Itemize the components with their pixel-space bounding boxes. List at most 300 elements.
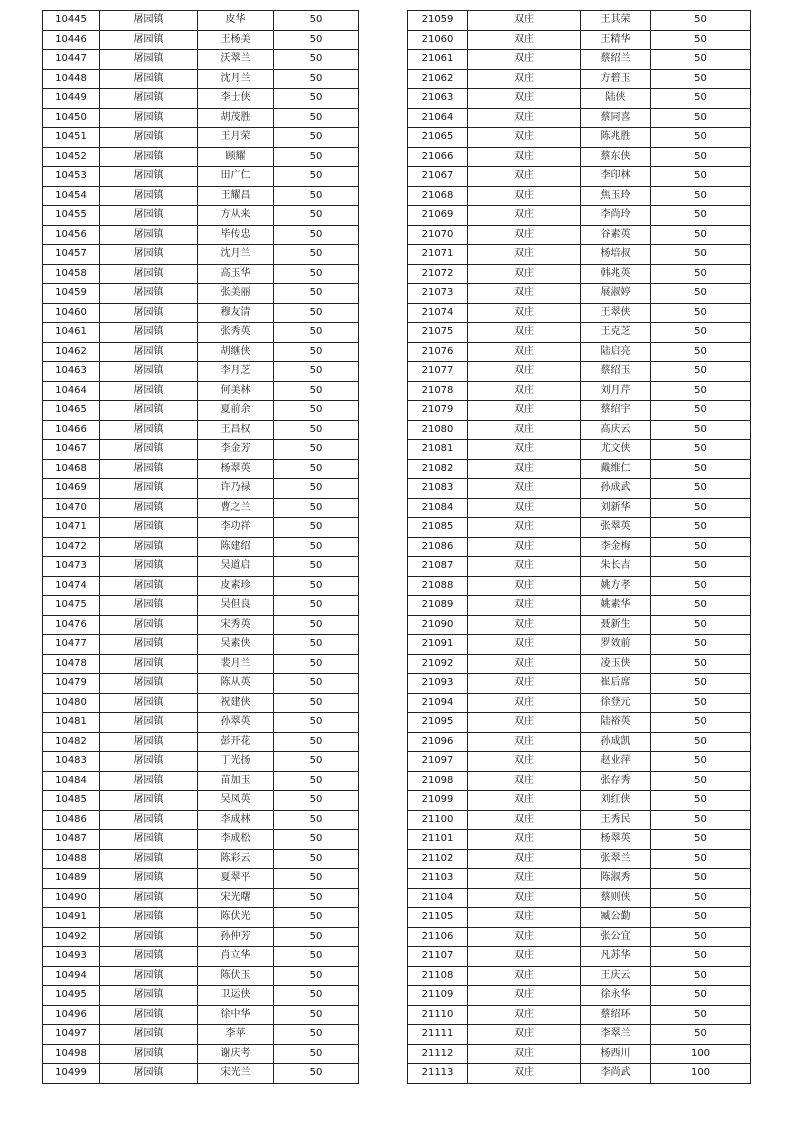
name-cell: 王其荣 bbox=[581, 11, 651, 31]
id-cell: 21082 bbox=[408, 459, 468, 479]
town-cell: 屠园镇 bbox=[100, 986, 198, 1006]
amount-cell: 50 bbox=[651, 167, 751, 187]
name-cell: 王杨美 bbox=[198, 30, 274, 50]
name-cell: 张存秀 bbox=[581, 771, 651, 791]
id-cell: 10499 bbox=[43, 1064, 100, 1084]
amount-cell: 50 bbox=[274, 342, 359, 362]
id-cell: 10488 bbox=[43, 849, 100, 869]
town-cell: 双庄 bbox=[468, 810, 581, 830]
table-row bbox=[43, 362, 359, 382]
left-roster-body bbox=[43, 11, 359, 1084]
amount-cell: 50 bbox=[274, 713, 359, 733]
left-roster-table bbox=[42, 10, 359, 1084]
name-cell: 孙翠英 bbox=[198, 713, 274, 733]
amount-cell: 50 bbox=[651, 284, 751, 304]
town-cell: 屠园镇 bbox=[100, 752, 198, 772]
amount-cell: 50 bbox=[651, 420, 751, 440]
name-cell: 刘红侠 bbox=[581, 791, 651, 811]
table-row bbox=[408, 479, 751, 499]
town-cell: 双庄 bbox=[468, 752, 581, 772]
town-cell: 双庄 bbox=[468, 440, 581, 460]
id-cell: 10445 bbox=[43, 11, 100, 31]
name-cell: 孙仲芳 bbox=[198, 927, 274, 947]
town-cell: 双庄 bbox=[468, 381, 581, 401]
id-cell: 10458 bbox=[43, 264, 100, 284]
table-row bbox=[408, 635, 751, 655]
amount-cell: 50 bbox=[651, 245, 751, 265]
amount-cell: 50 bbox=[651, 264, 751, 284]
town-cell: 双庄 bbox=[468, 771, 581, 791]
amount-cell: 50 bbox=[274, 810, 359, 830]
table-row bbox=[408, 713, 751, 733]
town-cell: 双庄 bbox=[468, 947, 581, 967]
table-row bbox=[408, 596, 751, 616]
right-roster-table bbox=[407, 10, 751, 1084]
town-cell: 屠园镇 bbox=[100, 1044, 198, 1064]
amount-cell: 100 bbox=[651, 1064, 751, 1084]
amount-cell: 50 bbox=[274, 11, 359, 31]
town-cell: 双庄 bbox=[468, 342, 581, 362]
table-row bbox=[43, 986, 359, 1006]
town-cell: 屠园镇 bbox=[100, 869, 198, 889]
id-cell: 21101 bbox=[408, 830, 468, 850]
name-cell: 陈彩云 bbox=[198, 849, 274, 869]
name-cell: 杨翠英 bbox=[198, 459, 274, 479]
id-cell: 21061 bbox=[408, 50, 468, 70]
name-cell: 崔后席 bbox=[581, 674, 651, 694]
id-cell: 21100 bbox=[408, 810, 468, 830]
id-cell: 10497 bbox=[43, 1025, 100, 1045]
town-cell: 屠园镇 bbox=[100, 830, 198, 850]
amount-cell: 50 bbox=[274, 128, 359, 148]
table-row bbox=[408, 186, 751, 206]
town-cell: 双庄 bbox=[468, 264, 581, 284]
table-row bbox=[408, 362, 751, 382]
amount-cell: 50 bbox=[651, 830, 751, 850]
id-cell: 10483 bbox=[43, 752, 100, 772]
town-cell: 屠园镇 bbox=[100, 771, 198, 791]
town-cell: 屠园镇 bbox=[100, 245, 198, 265]
town-cell: 双庄 bbox=[468, 537, 581, 557]
amount-cell: 50 bbox=[651, 342, 751, 362]
amount-cell: 50 bbox=[274, 245, 359, 265]
name-cell: 陈淑秀 bbox=[581, 869, 651, 889]
amount-cell: 50 bbox=[274, 440, 359, 460]
id-cell: 21096 bbox=[408, 732, 468, 752]
amount-cell: 50 bbox=[274, 323, 359, 343]
name-cell: 蔡绍宇 bbox=[581, 401, 651, 421]
town-cell: 屠园镇 bbox=[100, 908, 198, 928]
name-cell: 聂新生 bbox=[581, 615, 651, 635]
town-cell: 屠园镇 bbox=[100, 654, 198, 674]
id-cell: 10485 bbox=[43, 791, 100, 811]
amount-cell: 50 bbox=[651, 810, 751, 830]
amount-cell: 50 bbox=[274, 1005, 359, 1025]
id-cell: 21087 bbox=[408, 557, 468, 577]
id-cell: 21089 bbox=[408, 596, 468, 616]
name-cell: 丁光扬 bbox=[198, 752, 274, 772]
id-cell: 21108 bbox=[408, 966, 468, 986]
id-cell: 21107 bbox=[408, 947, 468, 967]
id-cell: 21081 bbox=[408, 440, 468, 460]
amount-cell: 50 bbox=[651, 849, 751, 869]
name-cell: 姚方孝 bbox=[581, 576, 651, 596]
id-cell: 10489 bbox=[43, 869, 100, 889]
amount-cell: 50 bbox=[651, 518, 751, 538]
town-cell: 双庄 bbox=[468, 615, 581, 635]
id-cell: 21103 bbox=[408, 869, 468, 889]
name-cell: 王庆云 bbox=[581, 966, 651, 986]
id-cell: 10479 bbox=[43, 674, 100, 694]
id-cell: 10456 bbox=[43, 225, 100, 245]
town-cell: 双庄 bbox=[468, 693, 581, 713]
id-cell: 10490 bbox=[43, 888, 100, 908]
town-cell: 双庄 bbox=[468, 479, 581, 499]
town-cell: 屠园镇 bbox=[100, 596, 198, 616]
town-cell: 屠园镇 bbox=[100, 615, 198, 635]
amount-cell: 50 bbox=[274, 752, 359, 772]
id-cell: 21063 bbox=[408, 89, 468, 109]
town-cell: 屠园镇 bbox=[100, 966, 198, 986]
town-cell: 双庄 bbox=[468, 966, 581, 986]
id-cell: 10465 bbox=[43, 401, 100, 421]
name-cell: 王精华 bbox=[581, 30, 651, 50]
table-row bbox=[408, 89, 751, 109]
town-cell: 屠园镇 bbox=[100, 732, 198, 752]
id-cell: 10480 bbox=[43, 693, 100, 713]
table-row bbox=[43, 108, 359, 128]
town-cell: 双庄 bbox=[468, 635, 581, 655]
name-cell: 陈从英 bbox=[198, 674, 274, 694]
table-row bbox=[43, 11, 359, 31]
id-cell: 10468 bbox=[43, 459, 100, 479]
name-cell: 张美丽 bbox=[198, 284, 274, 304]
id-cell: 10453 bbox=[43, 167, 100, 187]
name-cell: 蔡同喜 bbox=[581, 108, 651, 128]
town-cell: 双庄 bbox=[468, 1064, 581, 1084]
id-cell: 21111 bbox=[408, 1025, 468, 1045]
table-row bbox=[408, 264, 751, 284]
name-cell: 方从来 bbox=[198, 206, 274, 226]
table-row bbox=[408, 1064, 751, 1084]
town-cell: 双庄 bbox=[468, 908, 581, 928]
table-row bbox=[43, 557, 359, 577]
name-cell: 徐中华 bbox=[198, 1005, 274, 1025]
amount-cell: 50 bbox=[651, 576, 751, 596]
name-cell: 苗加玉 bbox=[198, 771, 274, 791]
table-row bbox=[408, 557, 751, 577]
name-cell: 李成林 bbox=[198, 810, 274, 830]
table-row bbox=[43, 518, 359, 538]
town-cell: 双庄 bbox=[468, 732, 581, 752]
amount-cell: 50 bbox=[651, 147, 751, 167]
id-cell: 21113 bbox=[408, 1064, 468, 1084]
table-row bbox=[408, 576, 751, 596]
town-cell: 双庄 bbox=[468, 498, 581, 518]
name-cell: 李士侠 bbox=[198, 89, 274, 109]
table-row bbox=[408, 440, 751, 460]
id-cell: 10463 bbox=[43, 362, 100, 382]
town-cell: 屠园镇 bbox=[100, 284, 198, 304]
town-cell: 双庄 bbox=[468, 1044, 581, 1064]
table-row bbox=[43, 966, 359, 986]
id-cell: 21105 bbox=[408, 908, 468, 928]
id-cell: 21109 bbox=[408, 986, 468, 1006]
amount-cell: 50 bbox=[274, 30, 359, 50]
table-row bbox=[408, 791, 751, 811]
name-cell: 李功祥 bbox=[198, 518, 274, 538]
name-cell: 卫运侠 bbox=[198, 986, 274, 1006]
amount-cell: 50 bbox=[651, 966, 751, 986]
town-cell: 屠园镇 bbox=[100, 1025, 198, 1045]
id-cell: 21075 bbox=[408, 323, 468, 343]
name-cell: 吴凤英 bbox=[198, 791, 274, 811]
name-cell: 李印林 bbox=[581, 167, 651, 187]
amount-cell: 50 bbox=[651, 908, 751, 928]
id-cell: 10478 bbox=[43, 654, 100, 674]
table-row bbox=[408, 615, 751, 635]
table-row bbox=[43, 654, 359, 674]
town-cell: 双庄 bbox=[468, 791, 581, 811]
amount-cell: 50 bbox=[274, 167, 359, 187]
table-row bbox=[43, 420, 359, 440]
town-cell: 屠园镇 bbox=[100, 518, 198, 538]
town-cell: 双庄 bbox=[468, 89, 581, 109]
name-cell: 戴维仁 bbox=[581, 459, 651, 479]
amount-cell: 50 bbox=[651, 596, 751, 616]
amount-cell: 50 bbox=[651, 713, 751, 733]
id-cell: 10491 bbox=[43, 908, 100, 928]
amount-cell: 50 bbox=[651, 323, 751, 343]
id-cell: 21073 bbox=[408, 284, 468, 304]
name-cell: 高玉华 bbox=[198, 264, 274, 284]
amount-cell: 50 bbox=[274, 479, 359, 499]
table-row bbox=[43, 225, 359, 245]
town-cell: 双庄 bbox=[468, 108, 581, 128]
table-row bbox=[408, 771, 751, 791]
amount-cell: 50 bbox=[651, 674, 751, 694]
amount-cell: 50 bbox=[274, 362, 359, 382]
name-cell: 凡苏华 bbox=[581, 947, 651, 967]
town-cell: 屠园镇 bbox=[100, 713, 198, 733]
town-cell: 屠园镇 bbox=[100, 206, 198, 226]
table-row bbox=[43, 1044, 359, 1064]
amount-cell: 50 bbox=[274, 849, 359, 869]
id-cell: 10494 bbox=[43, 966, 100, 986]
table-row bbox=[408, 732, 751, 752]
id-cell: 21067 bbox=[408, 167, 468, 187]
amount-cell: 50 bbox=[274, 498, 359, 518]
name-cell: 徐登元 bbox=[581, 693, 651, 713]
town-cell: 双庄 bbox=[468, 401, 581, 421]
amount-cell: 50 bbox=[651, 11, 751, 31]
amount-cell: 50 bbox=[651, 225, 751, 245]
town-cell: 屠园镇 bbox=[100, 849, 198, 869]
amount-cell: 50 bbox=[274, 518, 359, 538]
town-cell: 双庄 bbox=[468, 284, 581, 304]
town-cell: 双庄 bbox=[468, 245, 581, 265]
table-row bbox=[408, 342, 751, 362]
table-row bbox=[408, 128, 751, 148]
id-cell: 21069 bbox=[408, 206, 468, 226]
name-cell: 李尚武 bbox=[581, 1064, 651, 1084]
name-cell: 展淑婷 bbox=[581, 284, 651, 304]
name-cell: 王克芝 bbox=[581, 323, 651, 343]
town-cell: 双庄 bbox=[468, 654, 581, 674]
town-cell: 双庄 bbox=[468, 11, 581, 31]
amount-cell: 50 bbox=[274, 1064, 359, 1084]
amount-cell: 50 bbox=[274, 986, 359, 1006]
table-row bbox=[408, 810, 751, 830]
name-cell: 穆友清 bbox=[198, 303, 274, 323]
town-cell: 双庄 bbox=[468, 596, 581, 616]
name-cell: 孙成凯 bbox=[581, 732, 651, 752]
name-cell: 王昌权 bbox=[198, 420, 274, 440]
amount-cell: 50 bbox=[274, 576, 359, 596]
town-cell: 双庄 bbox=[468, 986, 581, 1006]
town-cell: 屠园镇 bbox=[100, 225, 198, 245]
id-cell: 10446 bbox=[43, 30, 100, 50]
table-row bbox=[43, 381, 359, 401]
table-row bbox=[43, 596, 359, 616]
id-cell: 21062 bbox=[408, 69, 468, 89]
table-row bbox=[408, 50, 751, 70]
town-cell: 双庄 bbox=[468, 849, 581, 869]
name-cell: 胡继侠 bbox=[198, 342, 274, 362]
table-row bbox=[408, 752, 751, 772]
town-cell: 屠园镇 bbox=[100, 674, 198, 694]
id-cell: 10455 bbox=[43, 206, 100, 226]
table-row bbox=[43, 1005, 359, 1025]
town-cell: 双庄 bbox=[468, 147, 581, 167]
amount-cell: 50 bbox=[274, 557, 359, 577]
town-cell: 屠园镇 bbox=[100, 810, 198, 830]
name-cell: 谷素英 bbox=[581, 225, 651, 245]
town-cell: 双庄 bbox=[468, 362, 581, 382]
id-cell: 10447 bbox=[43, 50, 100, 70]
town-cell: 屠园镇 bbox=[100, 128, 198, 148]
id-cell: 21068 bbox=[408, 186, 468, 206]
id-cell: 21078 bbox=[408, 381, 468, 401]
amount-cell: 50 bbox=[274, 732, 359, 752]
id-cell: 10477 bbox=[43, 635, 100, 655]
table-row bbox=[43, 810, 359, 830]
id-cell: 21076 bbox=[408, 342, 468, 362]
table-row bbox=[408, 986, 751, 1006]
amount-cell: 50 bbox=[651, 50, 751, 70]
amount-cell: 50 bbox=[274, 771, 359, 791]
table-row bbox=[408, 927, 751, 947]
table-row bbox=[43, 440, 359, 460]
table-row bbox=[408, 830, 751, 850]
table-row bbox=[408, 108, 751, 128]
amount-cell: 50 bbox=[651, 479, 751, 499]
table-row bbox=[43, 479, 359, 499]
table-row bbox=[408, 30, 751, 50]
id-cell: 10493 bbox=[43, 947, 100, 967]
id-cell: 10473 bbox=[43, 557, 100, 577]
name-cell: 陈建绍 bbox=[198, 537, 274, 557]
name-cell: 臧公勤 bbox=[581, 908, 651, 928]
name-cell: 李金梅 bbox=[581, 537, 651, 557]
id-cell: 10476 bbox=[43, 615, 100, 635]
id-cell: 10452 bbox=[43, 147, 100, 167]
id-cell: 21059 bbox=[408, 11, 468, 31]
id-cell: 21086 bbox=[408, 537, 468, 557]
amount-cell: 50 bbox=[274, 186, 359, 206]
table-row bbox=[43, 908, 359, 928]
table-row bbox=[43, 674, 359, 694]
amount-cell: 50 bbox=[274, 635, 359, 655]
town-cell: 双庄 bbox=[468, 323, 581, 343]
town-cell: 屠园镇 bbox=[100, 635, 198, 655]
amount-cell: 50 bbox=[651, 108, 751, 128]
table-row bbox=[43, 615, 359, 635]
table-row bbox=[408, 11, 751, 31]
name-cell: 宋秀英 bbox=[198, 615, 274, 635]
amount-cell: 50 bbox=[651, 459, 751, 479]
town-cell: 双庄 bbox=[468, 518, 581, 538]
town-cell: 屠园镇 bbox=[100, 1005, 198, 1025]
amount-cell: 50 bbox=[651, 440, 751, 460]
town-cell: 双庄 bbox=[468, 674, 581, 694]
id-cell: 10457 bbox=[43, 245, 100, 265]
town-cell: 屠园镇 bbox=[100, 186, 198, 206]
table-row bbox=[408, 1044, 751, 1064]
id-cell: 10470 bbox=[43, 498, 100, 518]
town-cell: 屠园镇 bbox=[100, 30, 198, 50]
amount-cell: 50 bbox=[651, 30, 751, 50]
table-row bbox=[43, 771, 359, 791]
amount-cell: 50 bbox=[274, 401, 359, 421]
id-cell: 21112 bbox=[408, 1044, 468, 1064]
id-cell: 21093 bbox=[408, 674, 468, 694]
name-cell: 焦玉玲 bbox=[581, 186, 651, 206]
town-cell: 屠园镇 bbox=[100, 498, 198, 518]
amount-cell: 50 bbox=[651, 771, 751, 791]
amount-cell: 50 bbox=[274, 303, 359, 323]
amount-cell: 50 bbox=[274, 693, 359, 713]
name-cell: 沈月兰 bbox=[198, 245, 274, 265]
amount-cell: 50 bbox=[274, 596, 359, 616]
amount-cell: 50 bbox=[651, 635, 751, 655]
town-cell: 屠园镇 bbox=[100, 576, 198, 596]
table-row bbox=[408, 206, 751, 226]
town-cell: 双庄 bbox=[468, 30, 581, 50]
id-cell: 21083 bbox=[408, 479, 468, 499]
table-row bbox=[43, 206, 359, 226]
name-cell: 尤文侠 bbox=[581, 440, 651, 460]
id-cell: 21064 bbox=[408, 108, 468, 128]
name-cell: 夏前余 bbox=[198, 401, 274, 421]
table-row bbox=[43, 830, 359, 850]
id-cell: 10448 bbox=[43, 69, 100, 89]
name-cell: 宋光曙 bbox=[198, 888, 274, 908]
amount-cell: 50 bbox=[651, 654, 751, 674]
id-cell: 10451 bbox=[43, 128, 100, 148]
amount-cell: 50 bbox=[651, 947, 751, 967]
name-cell: 王耀昌 bbox=[198, 186, 274, 206]
town-cell: 屠园镇 bbox=[100, 557, 198, 577]
name-cell: 毕传忠 bbox=[198, 225, 274, 245]
name-cell: 肖立华 bbox=[198, 947, 274, 967]
name-cell: 张秀英 bbox=[198, 323, 274, 343]
table-row bbox=[43, 693, 359, 713]
id-cell: 21085 bbox=[408, 518, 468, 538]
id-cell: 10460 bbox=[43, 303, 100, 323]
table-row bbox=[408, 693, 751, 713]
table-row bbox=[43, 50, 359, 70]
